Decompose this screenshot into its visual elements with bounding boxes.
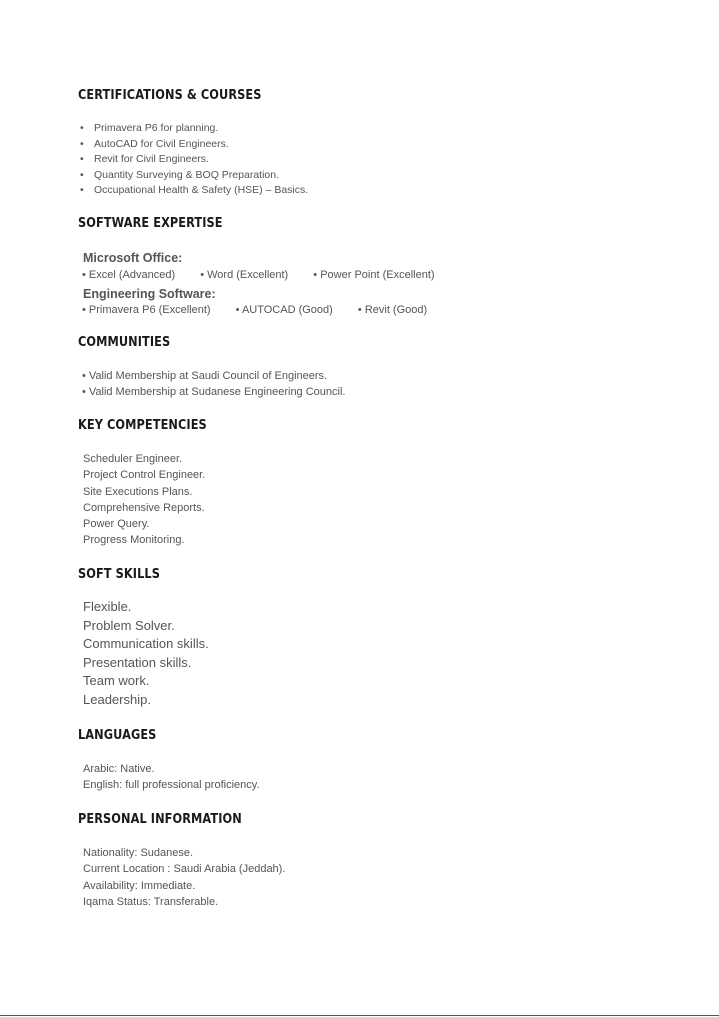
- list-item: Site Executions Plans.: [83, 485, 193, 498]
- communities-list: [82, 368, 345, 401]
- list-item: Iqama Status: Transferable.: [83, 895, 219, 908]
- page-bottom-rule: [0, 1015, 719, 1016]
- list-item: • Valid Membership at Sudanese Engineering Council.: [82, 384, 345, 400]
- list-item: • Revit for Civil Engineers.: [78, 152, 308, 168]
- communities-heading: COMMUNITIES: [78, 334, 171, 350]
- soft-skills-list: [83, 598, 209, 709]
- list-item: Communication skills.: [83, 636, 209, 651]
- skill-item: • Power Point (Excellent): [313, 269, 435, 281]
- list-item: Project Control Engineer.: [83, 469, 206, 482]
- list-item: Problem Solver.: [83, 617, 175, 633]
- list-item: Flexible.: [83, 599, 132, 614]
- skill-item: • Excel (Advanced): [82, 269, 176, 281]
- list-item: Presentation skills.: [83, 654, 192, 670]
- personal-list: [83, 845, 285, 910]
- competencies-list: [83, 451, 205, 549]
- list-item: English: full professional proficiency.: [83, 779, 260, 792]
- skill-item: • Revit (Good): [357, 304, 428, 316]
- list-item: Current Location : Saudi Arabia (Jeddah).: [83, 863, 286, 876]
- list-item: Nationality: Sudanese.: [83, 847, 194, 859]
- list-item: • Primavera P6 for planning.: [78, 121, 308, 137]
- soft-skills-heading: SOFT SKILLS: [78, 566, 160, 582]
- list-item: • AutoCAD for Civil Engineers.: [78, 137, 308, 153]
- skill-item: • Word (Excellent): [200, 269, 289, 281]
- skill-item: • AUTOCAD (Good): [235, 304, 333, 316]
- engineering-skills: [82, 304, 449, 316]
- list-item: • Valid Membership at Saudi Council of Engineers.: [82, 368, 345, 384]
- languages-list: [83, 761, 260, 794]
- list-item: Team work.: [83, 673, 150, 688]
- list-item: Comprehensive Reports.: [83, 501, 205, 514]
- list-item: Power Query.: [83, 518, 150, 531]
- list-item: • Occupational Health & Safety (HSE) – Basics.: [78, 183, 308, 199]
- competencies-heading: KEY COMPETENCIES: [78, 417, 207, 433]
- office-title: Microsoft Office:: [83, 251, 183, 265]
- list-item: Scheduler Engineer.: [83, 453, 183, 465]
- certifications-list: [78, 121, 308, 199]
- list-item: Arabic: Native.: [83, 763, 155, 775]
- certifications-heading: CERTIFICATIONS & COURSES: [78, 87, 262, 103]
- list-item: Progress Monitoring.: [83, 534, 185, 547]
- languages-heading: LANGUAGES: [78, 727, 157, 743]
- list-item: • Quantity Surveying & BOQ Preparation.: [78, 168, 308, 184]
- engineering-title: Engineering Software:: [83, 287, 216, 301]
- skill-item: • Primavera P6 (Excellent): [82, 304, 211, 316]
- office-skills: [82, 269, 457, 281]
- list-item: Leadership.: [83, 691, 151, 707]
- list-item: Availability: Immediate.: [83, 879, 196, 892]
- personal-heading: PERSONAL INFORMATION: [78, 811, 242, 827]
- software-heading: SOFTWARE EXPERTISE: [78, 215, 223, 231]
